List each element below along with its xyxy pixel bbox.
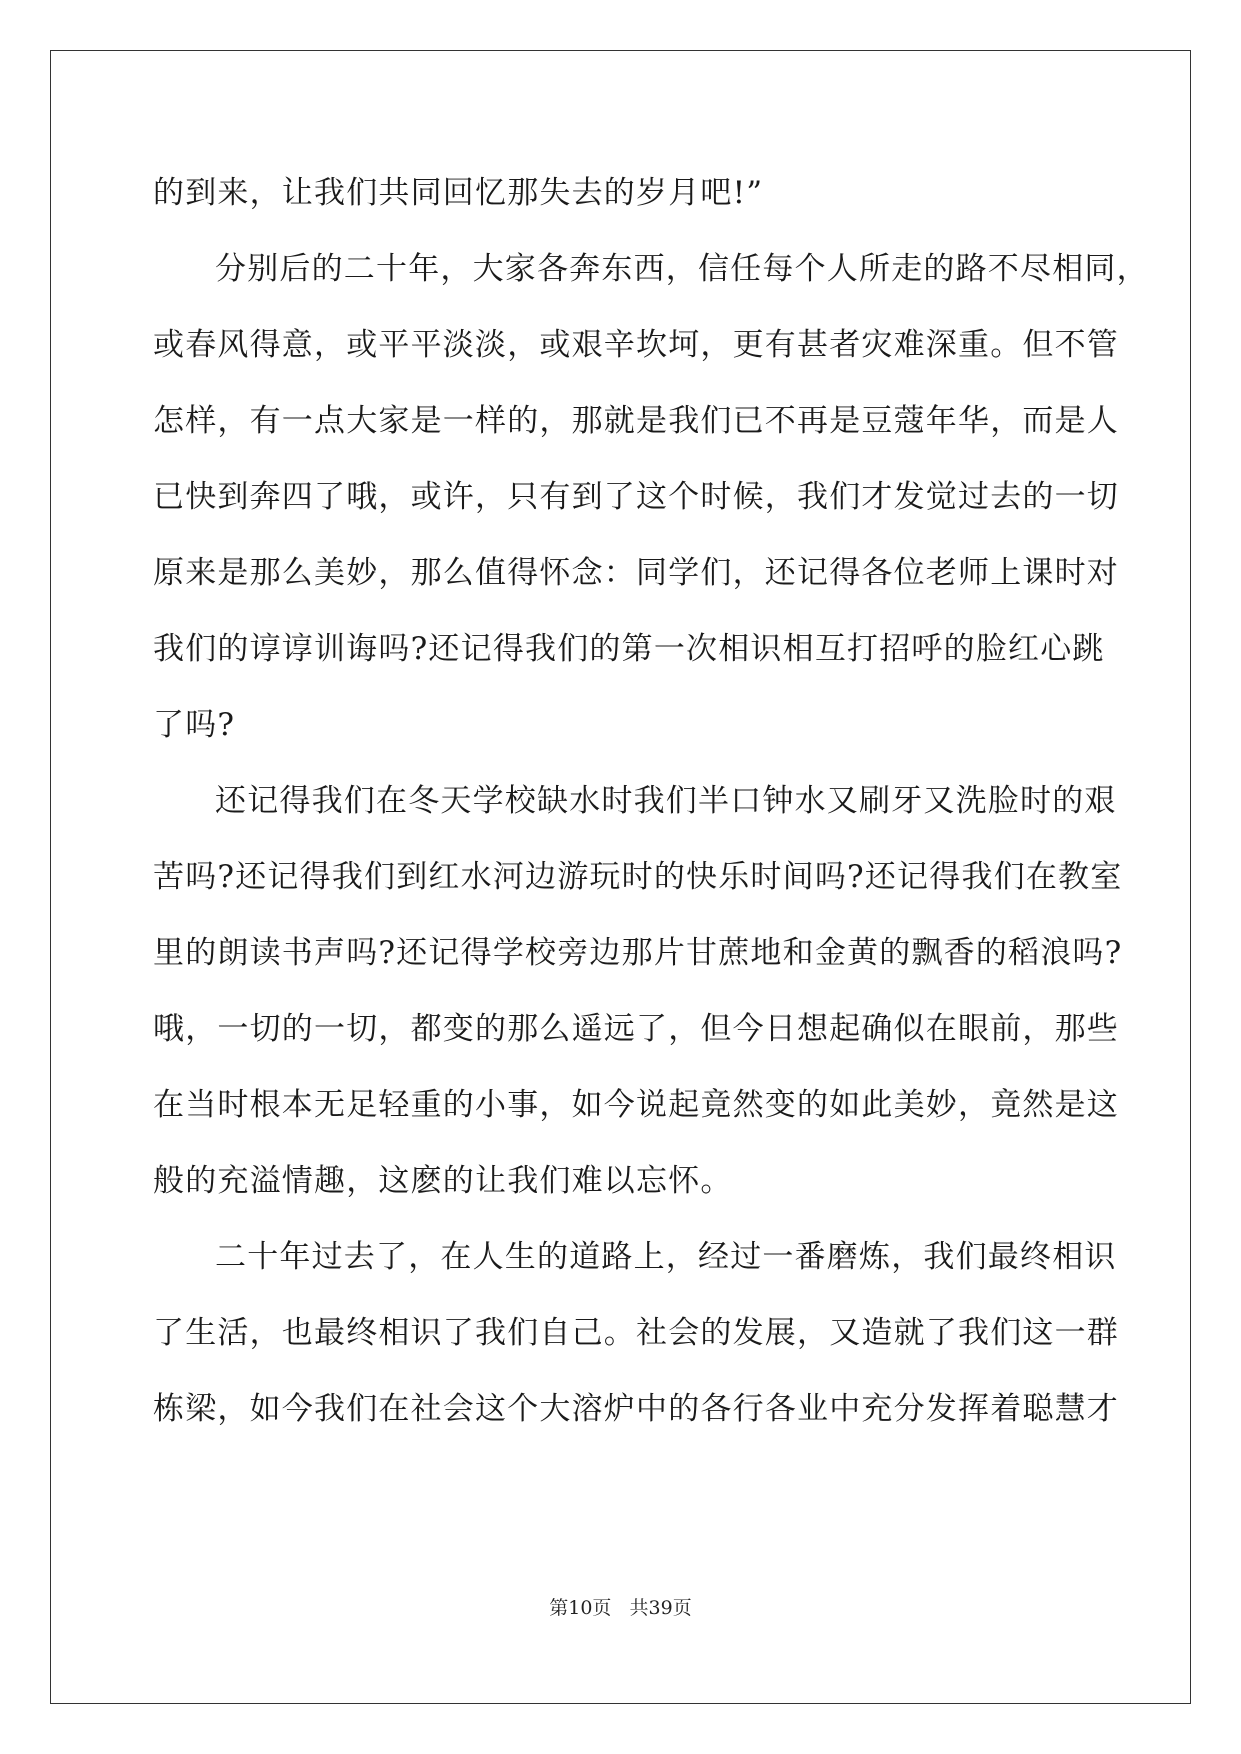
text-line: 般的充溢情趣，这麽的让我们难以忘怀。 [153, 1163, 733, 1199]
text-line: 的到来，让我们共同回忆那失去的岁月吧!” [153, 175, 764, 211]
text-line: 了生活，也最终相识了我们自己。社会的发展，又造就了我们这一群 [153, 1315, 1119, 1351]
text-line: 原来是那么美妙，那么值得怀念：同学们，还记得各位老师上课时对 [153, 555, 1119, 591]
text-line: 我们的谆谆训诲吗?还记得我们的第一次相识相互打招呼的脸红心跳 [153, 631, 1105, 667]
text-line: 怎样，有一点大家是一样的，那就是我们已不再是豆蔻年华，而是人 [153, 403, 1119, 439]
text-line: 还记得我们在冬天学校缺水时我们半口钟水又刷牙又洗脸时的艰 [215, 783, 1117, 819]
text-line: 苦吗?还记得我们到红水河边游玩时的快乐时间吗?还记得我们在教室 [153, 859, 1123, 895]
text-line: 在当时根本无足轻重的小事，如今说起竟然变的如此美妙，竟然是这 [153, 1087, 1119, 1123]
text-line: 二十年过去了，在人生的道路上，经过一番磨炼，我们最终相识 [215, 1239, 1117, 1275]
text-line: 哦，一切的一切，都变的那么遥远了，但今日想起确似在眼前，那些 [153, 1011, 1119, 1047]
document-body [153, 155, 1149, 1447]
text-line: 或春风得意，或平平淡淡，或艰辛坎坷，更有甚者灾难深重。但不管 [153, 327, 1119, 363]
text-line: 已快到奔四了哦，或许，只有到了这个时候，我们才发觉过去的一切 [153, 479, 1119, 515]
text-line: 里的朗读书声吗?还记得学校旁边那片甘蔗地和金黄的飘香的稻浪吗? [153, 935, 1123, 971]
page-number-footer: 第10页 共39页 [549, 1597, 692, 1619]
text-line: 分别后的二十年，大家各奔东西，信任每个人所走的路不尽相同， [215, 251, 1149, 287]
text-line: 了吗? [153, 707, 236, 743]
text-line: 栋梁，如今我们在社会这个大溶炉中的各行各业中充分发挥着聪慧才 [153, 1391, 1119, 1427]
